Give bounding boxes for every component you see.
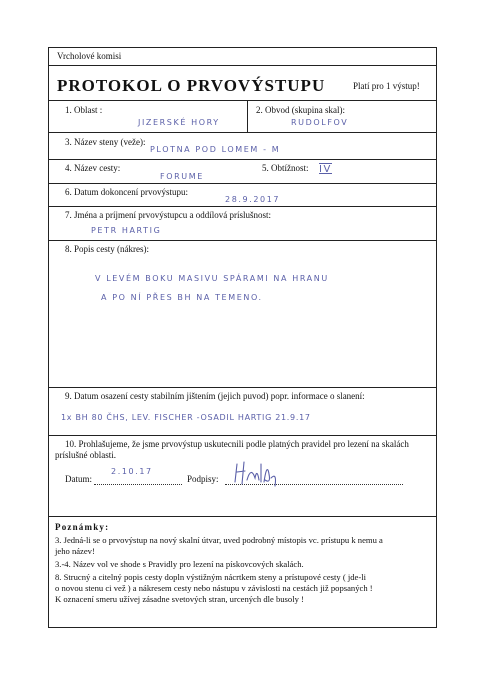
- page-title: PROTOKOL O PRVOVÝSTUPU: [57, 76, 326, 95]
- committee-label: Vrcholové komisi: [57, 51, 122, 61]
- names-row: [49, 207, 436, 241]
- divider: [247, 101, 248, 132]
- signing-date-value: 2.10.17: [111, 467, 153, 476]
- validity-note: Platí pro 1 výstup!: [353, 81, 420, 91]
- description-label: 8. Popis cesty (nákres):: [65, 244, 149, 254]
- area-value: JIZERSKÉ HORY: [138, 118, 220, 127]
- bolts-row: [49, 388, 436, 436]
- note-line: 8. Strucný a citelný popis cesty dopln výstižným nácrtkem steny a prístupové cesty ( jde-li: [55, 572, 366, 582]
- note-line: 3.-4. Název vol ve shode s Pravidly pro lezení na pískovcových skalách.: [55, 559, 304, 569]
- note-line: o novou stenu ci vež ) a nákresem cesty nebo nástupu v závislosti na cestách již popsaných !: [55, 583, 373, 593]
- notes-heading: Poznámky:: [55, 522, 110, 532]
- note-line: 3. Jedná-li se o prvovýstup na nový skalní útvar, uved podrobný místopis vc. prístupu k nemu a: [55, 535, 383, 545]
- title-row: [49, 66, 436, 101]
- protocol-form: [48, 47, 437, 628]
- signature-image: [231, 458, 281, 488]
- route-value: FORUME: [160, 172, 204, 181]
- district-label: 2. Obvod (skupina skal):: [256, 105, 345, 115]
- note-line: jeho název!: [55, 546, 95, 556]
- description-line-2: A PO NÍ PŘES BH NA TEMENO.: [101, 293, 263, 302]
- note-line: K oznacení smeru užívej zásadne svetových stran, urcených dle busoly !: [55, 594, 304, 604]
- names-value: PETR HARTIG: [91, 226, 162, 235]
- date-value: 28.9.2017: [225, 195, 281, 204]
- difficulty-value: IV: [319, 164, 332, 175]
- names-label: 7. Jména a príjmení prvovýstupcu a oddílová príslušnost:: [65, 210, 271, 220]
- declaration-text-1: 10. Prohlašujeme, že jsme prvovýstup uskutecnili podle platných pravidel pro lezení na skalách: [65, 439, 409, 449]
- date-row: [49, 184, 436, 207]
- declaration-text-2: príslušné oblasti.: [55, 450, 116, 460]
- declaration-row: [49, 436, 436, 517]
- signature-label: Podpisy:: [187, 474, 219, 484]
- signing-date-label: Datum:: [65, 474, 92, 484]
- district-value: RUDOLFOV: [291, 118, 349, 127]
- signing-date-line: [94, 484, 182, 485]
- route-difficulty-row: [49, 160, 436, 184]
- bolts-label: 9. Datum osazení cesty stabilním jištením (jejich puvod) popr. informace o slanení:: [65, 391, 365, 401]
- route-label: 4. Název cesty:: [65, 163, 121, 173]
- wall-row: [49, 133, 436, 160]
- committee-row: [49, 48, 436, 66]
- date-label: 6. Datum dokoncení prvovýstupu:: [65, 187, 188, 197]
- bolts-value: 1x BH 80 ČHS, LEV. FISCHER -OSADIL HARTIG 21.9.17: [61, 413, 311, 422]
- description-line-1: V LEVÉM BOKU MASIVU SPÁRAMI NA HRANU: [95, 274, 329, 283]
- wall-value: PLOTNA POD LOMEM - M: [150, 145, 281, 154]
- area-district-row: [49, 101, 436, 133]
- area-label: 1. Oblast :: [65, 105, 103, 115]
- description-row: [49, 241, 436, 388]
- difficulty-label: 5. Obtížnost:: [262, 163, 309, 173]
- wall-label: 3. Název steny (veže):: [65, 137, 146, 147]
